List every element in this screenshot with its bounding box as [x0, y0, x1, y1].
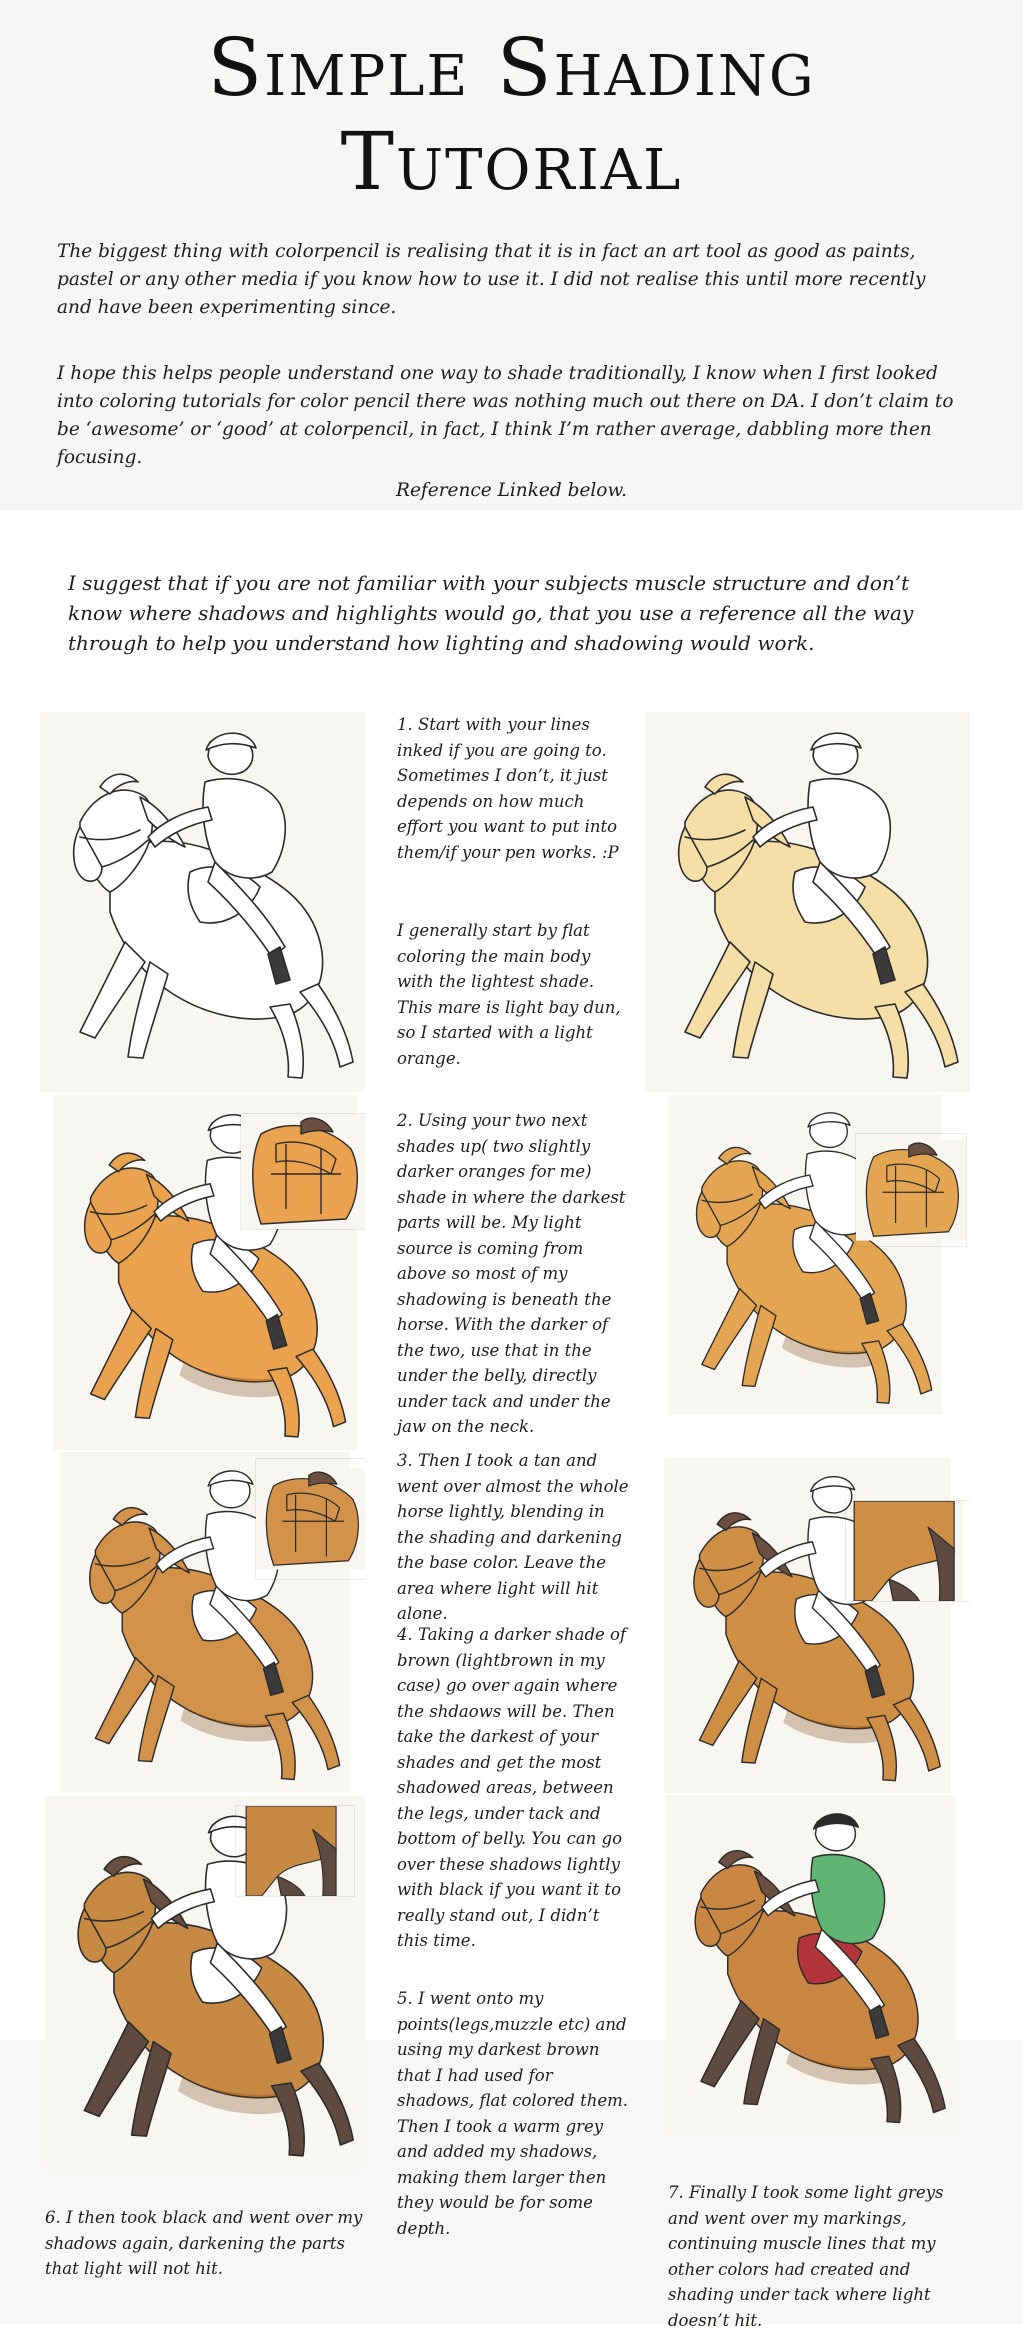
head-detail-inset	[240, 1113, 365, 1230]
leg-closeup	[846, 1501, 970, 1601]
horse-rider-drawing	[648, 1795, 973, 2135]
title-line-1: Simple Shading	[207, 21, 816, 114]
step-two-shades-image-left	[45, 1095, 365, 1450]
horse-head-closeup	[856, 1134, 966, 1246]
step-final-image	[648, 1795, 973, 2135]
reference-note: Reference Linked below.	[396, 480, 627, 501]
step-6-text: 6. I then took black and went over my shadows again, darkening the parts that light will not hit.	[45, 2208, 363, 2278]
step-flat-color-image	[640, 712, 975, 1092]
intro-paragraph-2: I hope this helps people understand one way to shade traditionally, I know when I first looked into coloring tutorials for color pencil there was nothing much out there on DA. I don’t claim to be ‘awesome’ or ‘good’ at colorpencil, in fact, I think I’m rather average, dabbling more then focusing.	[57, 363, 954, 468]
step-two-shades-image-right	[640, 1095, 970, 1415]
leg-detail-inset	[845, 1500, 970, 1602]
head-detail-inset-right	[855, 1133, 967, 1247]
step-2-text: 2. Using your two next shades up( two slightly darker oranges for me) shade in where the darkest parts will be. My light source is coming from above so most of my shadowing is beneath the horse. With the darker of the two, use that in the under the belly, directly under tack and under the jaw on the neck.	[397, 1111, 626, 1436]
horse-rider-drawing	[640, 712, 975, 1092]
step-tan-blend-image	[45, 1452, 365, 1792]
head-detail-inset-tan	[255, 1458, 365, 1580]
step-3-text: 3. Then I took a tan and went over almost the whole horse lightly, blending in the shading and darkening the base color. Leave the area where light will hit alone.	[397, 1451, 629, 1623]
horse-head-closeup	[256, 1459, 365, 1579]
step-dark-brown-image	[645, 1458, 970, 1793]
leg-closeup	[236, 1806, 354, 1896]
step-4-text: 4. Taking a darker shade of brown (lightbrown in my case) go over again where the shdaows will be. Then take the darkest of your shades and get the most shadowed areas, between the legs, under tack and bottom of belly. You can go over these shadows lightly with black if you want it to really stand out, I didn’t this time.	[397, 1625, 627, 1950]
horse-head-closeup	[241, 1114, 365, 1229]
step-1b-text: I generally start by flat coloring the main body with the lightest shade. This mare is light bay dun, so I started with a light orange.	[397, 921, 621, 1068]
step-5-text: 5. I went onto my points(legs,muzzle etc) and using my darkest brown that I had used for shadows, flat colored them. Then I took a warm grey and added my shadows, making them larger then they would be for some depth.	[397, 1989, 628, 2238]
step-7-text: 7. Finally I took some light greys and went over my markings, continuing muscle lines that my other colors had created and shading under tack where light doesn’t hit.	[668, 2183, 944, 2330]
step-1-text: 1. Start with your lines inked if you are going to. Sometimes I don’t, it just depends on how much effort you want to put into them/if your pen works. :P	[397, 715, 619, 862]
suggestion-paragraph: I suggest that if you are not familiar with your subjects muscle structure and don’t know where shadows and highlights would go, that you use a reference all the way through to help you understand how lighting and shadowing would work.	[68, 571, 914, 655]
step-points-image	[45, 1795, 365, 2170]
horse-rider-drawing	[40, 712, 365, 1092]
step-lineart-image	[40, 712, 365, 1092]
leg-detail-inset-points	[235, 1805, 355, 1897]
intro-paragraph-1: The biggest thing with colorpencil is realising that it is in fact an art tool as good as paints, pastel or any other media if you know how to use it. I did not realise this until more recently and have been experimenting since.	[57, 241, 926, 318]
title-line-2: Tutorial	[340, 115, 683, 208]
